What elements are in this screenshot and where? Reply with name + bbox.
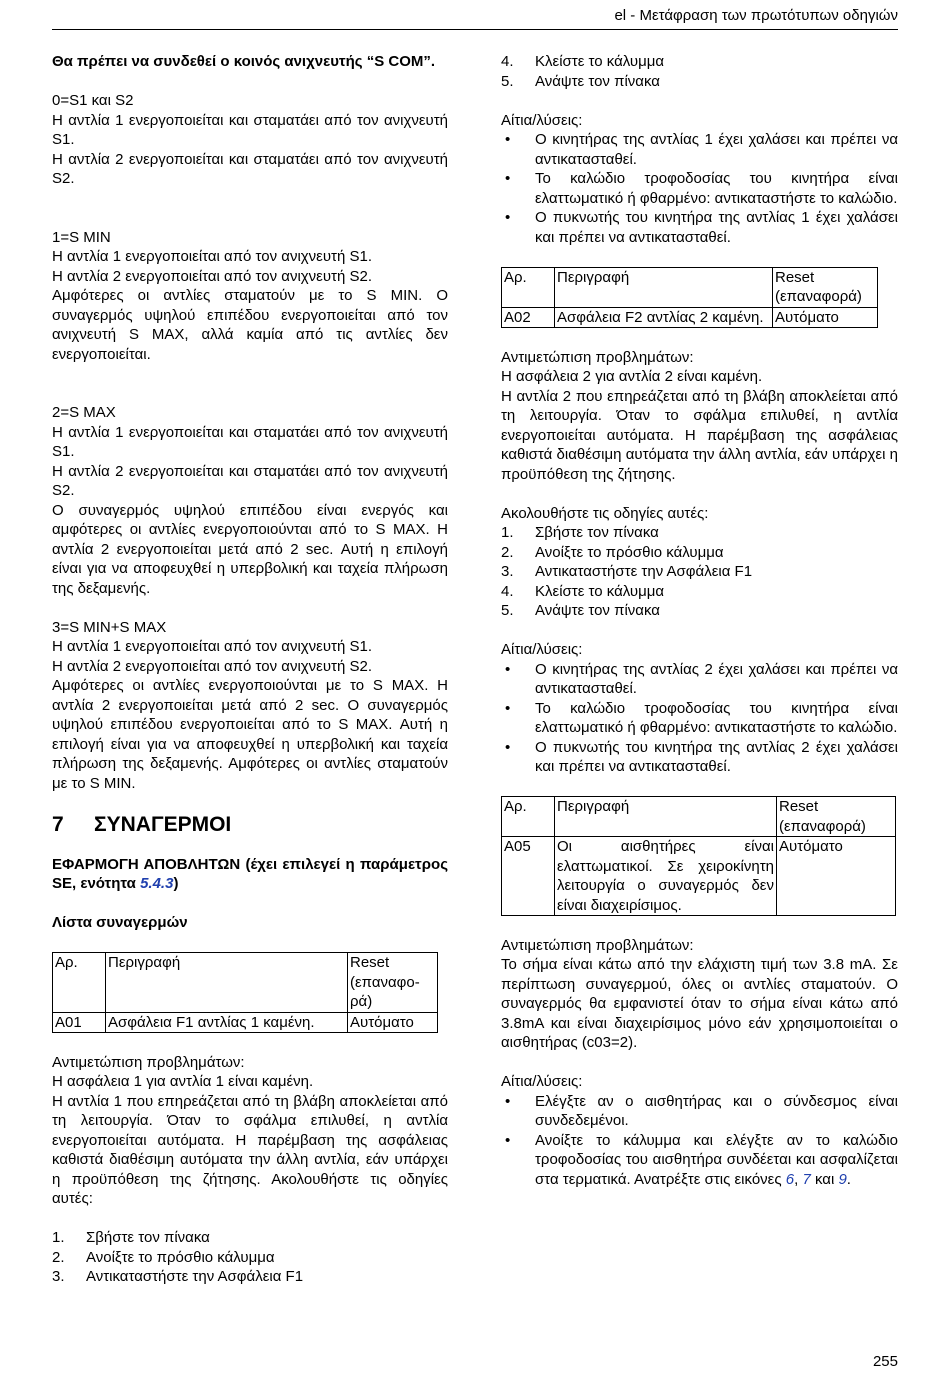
bullet-icon: • [505, 131, 511, 148]
alarm-reset: Αυτόματο [348, 1012, 438, 1033]
cause-text: Ο πυκνωτής του κινητήρα της αντλίας 1 έχει χαλάσει και πρέπει να αντικατασταθεί. [535, 209, 898, 246]
col-header-no: Αρ. [502, 267, 555, 307]
step-text: Αντικαταστήστε την Ασφάλεια F1 [86, 1268, 304, 1285]
troubleshooting-a01 [52, 1053, 448, 1209]
alarm-code: A02 [502, 307, 555, 328]
step-number: 3. [52, 1268, 65, 1285]
step-text: Ανοίξτε το πρόσθιο κάλυμμα [535, 543, 724, 561]
list-item [501, 208, 898, 247]
section-heading [52, 813, 448, 837]
list-item [52, 1228, 448, 1248]
bullet-icon: • [505, 1092, 511, 1110]
causes-title: Αίτια/λύσεις: [501, 111, 583, 129]
cause-text: Ελέγξτε αν ο αισθητήρας και ο σύνδεσμος είναι συνδεδεμένοι. [535, 1092, 898, 1129]
cause-text: Ο κινητήρας της αντλίας 2 έχει χαλάσει και πρέπει να αντικατασταθεί. [535, 660, 898, 697]
bullet-icon: • [505, 209, 511, 226]
table-row [502, 837, 896, 916]
step-number: 5. [501, 72, 514, 90]
list-item [501, 1131, 898, 1190]
troubleshooting-title: Αντιμετώπιση προβλημάτων: [501, 348, 694, 366]
list-item [501, 72, 898, 92]
mode-2-line: Ο συναγερμός υψηλού επιπέδου είναι ενεργός και αμφότερες οι αντλίες ενεργοποιούνται από το S MAX. Η αντλία 2 ενεργοποιείται μετά από 2 sec. Αυτή η επιλογή είναι για να αποφευχθεί η υπερβολική και ταχεία πλήρωση της δεξαμενής. [52, 501, 448, 597]
mode-2-block [52, 403, 448, 598]
step-text: Ανάψτε τον πίνακα [535, 602, 660, 619]
mode-0-line: Η αντλία 2 ενεργοποιείται και σταματάει από τον ανιχνευτή S2. [52, 150, 448, 187]
list-item [501, 660, 898, 699]
troubleshooting-line: Το σήμα είναι κάτω από την ελάχιστη τιμή των 3.8 mA. Σε περίπτωση συναγερμού, όλες οι αντλίες σταματούν. Ο συναγερμός θα εμφανιστεί όταν το σήμα είναι κάτω από 3.8mA και είναι διαχειρίσιμος μόνο εάν χρησιμοποιείται ο αισθητήρας (c03=2). [501, 956, 898, 1051]
bullet-icon: • [505, 699, 511, 717]
col-header-desc: Περιγραφή [555, 267, 773, 307]
mode-1-title: 1=S MIN [52, 228, 111, 246]
table-row [502, 797, 896, 837]
mode-2-line: Η αντλία 2 ενεργοποιείται και σταματάει από τον ανιχνευτή S2. [52, 462, 448, 499]
figure-9-link[interactable]: 9 [838, 1170, 847, 1188]
cause-text [535, 1131, 898, 1190]
step-text: Ανάψτε τον πίνακα [535, 72, 660, 90]
mode-1-line: Η αντλία 1 ενεργοποιείται από τον ανιχνευτή S1. [52, 248, 373, 265]
mode-2-line: Η αντλία 1 ενεργοποιείται και σταματάει από τον ανιχνευτή S1. [52, 423, 448, 460]
alarm-description: Οι αισθητήρες είναι ελαττωματικοί. Σε χειροκίνητη λειτουργία ο συναγερμός δεν είναι διαχειρίσιμος. [555, 837, 777, 916]
left-column [52, 52, 448, 1287]
alarm-code: A01 [53, 1012, 106, 1033]
list-item [501, 601, 898, 621]
list-item [501, 52, 898, 72]
step-number: 1. [52, 1229, 65, 1246]
cause-text: Ο κινητήρας της αντλίας 1 έχει χαλάσει και πρέπει να αντικατασταθεί. [535, 131, 898, 168]
application-heading-end: ) [173, 875, 179, 892]
alarm-reset: Αυτόματο [773, 307, 878, 328]
troubleshooting-title: Αντιμετώπιση προβλημάτων: [501, 936, 694, 954]
causes-list-2 [501, 660, 898, 777]
list-item [501, 738, 898, 777]
col-header-desc: Περιγραφή [106, 953, 348, 1013]
step-number: 2. [52, 1248, 65, 1266]
list-item [501, 562, 898, 582]
troubleshooting-title: Αντιμετώπιση προβλημάτων: [52, 1053, 245, 1071]
alarm-table-a01 [52, 952, 438, 1033]
steps-list-2 [501, 523, 898, 621]
col-header-reset: Reset (επαναφορά) [777, 797, 896, 837]
figure-7-link[interactable]: 7 [802, 1170, 811, 1188]
mode-3-title: 3=S MIN+S MAX [52, 618, 167, 636]
mode-3-block [52, 618, 448, 794]
list-item [501, 543, 898, 563]
col-header-no: Αρ. [502, 797, 555, 837]
list-item [52, 1248, 448, 1268]
mode-1-block [52, 228, 448, 365]
header-title: el - Μετάφραση των πρωτότυπων οδηγιών [614, 7, 898, 24]
list-item [501, 130, 898, 169]
mode-3-line: Η αντλία 2 ενεργοποιείται από τον ανιχνευτή S2. [52, 657, 373, 675]
alarm-description: Ασφάλεια F2 αντλίας 2 καμένη. [555, 307, 773, 328]
mode-0-block [52, 91, 448, 189]
steps-list [52, 1228, 448, 1287]
table-row [502, 267, 878, 307]
step-number: 4. [501, 53, 514, 70]
col-header-no: Αρ. [53, 953, 106, 1013]
step-number: 2. [501, 543, 514, 561]
alarm-list-title: Λίστα συναγερμών [52, 914, 188, 931]
causes-title: Αίτια/λύσεις: [501, 641, 583, 658]
alarm-description: Ασφάλεια F1 αντλίας 1 καμένη. [106, 1012, 348, 1033]
page-number: 255 [872, 1353, 898, 1370]
troubleshooting-line: Η αντλία 1 που επηρεάζεται από τη βλάβη αποκλείεται από τη λειτουργία. Όταν το σφάλμα επιλυθεί, η αντλία ενεργοποιείται αυτόματα. Η παρέμβαση της ασφάλειας καθιστά διαθέσιμη αυτόματα την άλλη αντλία, εάν υπάρχει η προϋπόθεση της ζήτησης. Ακολουθήστε τις οδηγίες αυτές: [52, 1092, 448, 1207]
list-item [501, 1092, 898, 1131]
list-item [501, 582, 898, 602]
alarm-table-a05 [501, 796, 896, 916]
follow-instructions-title: Ακολουθήστε τις οδηγίες αυτές: [501, 504, 709, 522]
bullet-icon: • [505, 660, 511, 678]
step-text: Σβήστε τον πίνακα [86, 1229, 210, 1246]
bullet-icon: • [505, 738, 511, 756]
figure-6-link[interactable]: 6 [785, 1170, 795, 1188]
causes-title: Αίτια/λύσεις: [501, 1073, 583, 1090]
list-item [501, 523, 898, 543]
conjunction: και [810, 1170, 839, 1188]
right-column [501, 52, 898, 1189]
cause-text: Ο πυκνωτής του κινητήρα της αντλίας 2 έχει χαλάσει και πρέπει να αντικατασταθεί. [535, 738, 898, 775]
table-row [53, 953, 438, 1013]
step-text: Ανοίξτε το πρόσθιο κάλυμμα [86, 1248, 275, 1266]
cause-text: Το καλώδιο τροφοδοσίας του κινητήρα είναι ελαττωματικό ή φθαρμένο: αντικαταστήστε το καλώδιο. [535, 699, 898, 736]
bullet-icon: • [505, 170, 511, 187]
list-item [501, 699, 898, 738]
mode-3-line: Αμφότερες οι αντλίες ενεργοποιούνται με το S MAX. Η αντλία 2 ενεργοποιείται μετά από 2 sec. Ο συναγερμός υψηλού επιπέδου ενεργοποιείται από το S MAX. Αυτή η επιλογή είναι για να αποφευχθεί η υπερβολική και ταχεία πλήρωση της δεξαμενής. Αμφότερες οι αντλίες σταματούν με το S MIN. [52, 677, 448, 792]
step-text: Κλείστε το κάλυμμα [535, 53, 665, 70]
troubleshooting-a05 [501, 936, 898, 1053]
mode-3-line: Η αντλία 1 ενεργοποιείται από τον ανιχνευτή S1. [52, 638, 373, 655]
causes-list-3 [501, 1092, 898, 1190]
step-number: 5. [501, 602, 514, 619]
step-text: Κλείστε το κάλυμμα [535, 582, 665, 600]
mode-1-line: Η αντλία 2 ενεργοποιείται από τον ανιχνευτή S2. [52, 267, 373, 285]
list-item [52, 1267, 448, 1287]
step-number: 3. [501, 563, 514, 580]
section-title: ΣΥΝΑΓΕΡΜΟΙ [94, 812, 232, 836]
causes-list [501, 130, 898, 247]
alarm-code: A05 [502, 837, 555, 916]
troubleshooting-a02 [501, 348, 898, 485]
common-sensor-note: Θα πρέπει να συνδεθεί ο κοινός ανιχνευτής “S COM”. [52, 53, 436, 70]
application-heading [52, 855, 448, 894]
col-header-reset: Reset (επαναφορά) [773, 267, 878, 307]
step-text: Αντικαταστήστε την Ασφάλεια F1 [535, 563, 753, 580]
step-number: 1. [501, 524, 514, 541]
period: . [846, 1170, 851, 1188]
cause-text: Το καλώδιο τροφοδοσίας του κινητήρα είναι ελαττωματικό ή φθαρμένο: αντικαταστήστε το καλώδιο. [535, 170, 898, 207]
mode-0-line: Η αντλία 1 ενεργοποιείται και σταματάει από τον ανιχνευτή S1. [52, 111, 448, 148]
troubleshooting-line: Η αντλία 2 που επηρεάζεται από τη βλάβη αποκλείεται από τη λειτουργία. Όταν το σφάλμα επιλυθεί, η αντλία ενεργοποιείται αυτόματα. Η παρέμβαση της ασφάλειας καθιστά διαθέσιμη αυτόματα την άλλη αντλία, εάν υπάρχει η προϋπόθεση της ζήτησης. [501, 387, 898, 483]
col-header-desc: Περιγραφή [555, 797, 777, 837]
step-text: Σβήστε τον πίνακα [535, 524, 659, 541]
table-row [53, 1012, 438, 1033]
mode-1-line: Αμφότερες οι αντλίες σταματούν με το S MIN. Ο συναγερμός υψηλού επιπέδου ενεργοποιείται από τον ανιχνευτή S MAX, αλλά καμία από τις αντλίες δεν ενεργοποιείται. [52, 287, 448, 363]
cause-text-body: Ανοίξτε το κάλυμμα και ελέγξτε αν το καλώδιο τροφοδοσίας του αισθητήρα συνδέεται και ασφαλίζεται στα τερματικά. Ανατρέξτε στις εικόνες [535, 1131, 898, 1188]
step-number: 4. [501, 582, 514, 600]
section-number: 7 [52, 812, 64, 836]
separator: , [794, 1170, 803, 1188]
alarm-table-a02 [501, 267, 878, 329]
troubleshooting-line: Η ασφάλεια 1 για αντλία 1 είναι καμένη. [52, 1073, 314, 1090]
table-row [502, 307, 878, 328]
steps-list-continued [501, 52, 898, 91]
bullet-icon: • [505, 1131, 511, 1149]
col-header-reset: Reset (επαναφο-ρά) [348, 953, 438, 1013]
troubleshooting-line: Η ασφάλεια 2 για αντλία 2 είναι καμένη. [501, 368, 763, 385]
section-reference-link[interactable]: 5.4.3 [140, 875, 174, 892]
application-heading-text: ΕΦΑΡΜΟΓΗ ΑΠΟΒΛΗΤΩΝ (έχει επιλεγεί η παράμετρος SE, ενότητα [52, 855, 448, 892]
alarm-reset: Αυτόματο [777, 837, 896, 916]
mode-0-title: 0=S1 και S2 [52, 92, 134, 109]
page-header [52, 4, 898, 30]
list-item [501, 169, 898, 208]
mode-2-title: 2=S MAX [52, 404, 116, 421]
